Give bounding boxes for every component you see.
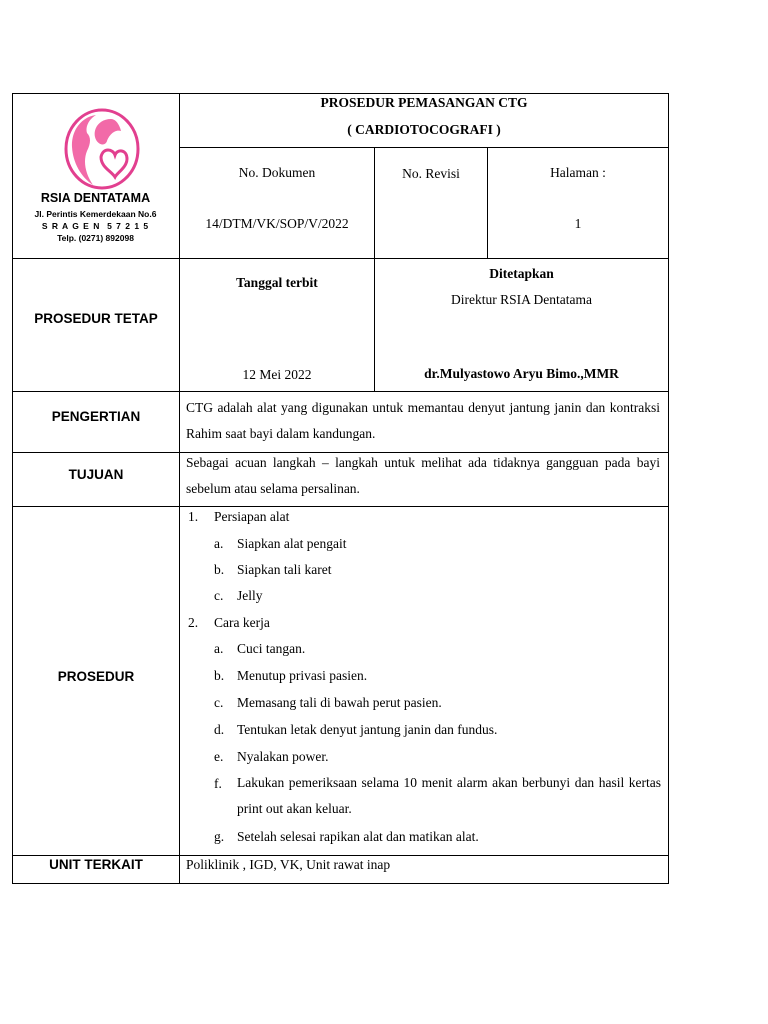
revision-label: No. Revisi (402, 166, 460, 181)
approved-by-title: Direktur RSIA Dentatama (451, 292, 592, 307)
document-title: PROSEDUR PEMASANGAN CTG (320, 95, 528, 110)
table-border-bottom (12, 883, 669, 884)
list-item: Memasang tali di bawah perut pasien. (237, 695, 442, 710)
list-item: Siapkan tali karet (237, 562, 332, 577)
definition-text: CTG adalah alat yang digunakan untuk memantau denyut jantung janin dan kontraksi Rahim saat bayi dalam kandungan. (186, 400, 660, 441)
table-border-right (668, 93, 669, 884)
issued-date-value: 12 Mei 2022 (242, 367, 312, 382)
document-subtitle: ( CARDIOTOCOGRAFI ) (347, 122, 501, 137)
list-item-letter: g. (214, 829, 225, 844)
grid-line-label-column (179, 93, 180, 884)
sop-document-table (12, 93, 669, 884)
section-title: Cara kerja (214, 615, 270, 630)
page-label: Halaman : (550, 165, 606, 180)
hospital-city: S R A G E N 5 7 2 1 5 (41, 221, 150, 231)
list-item-letter: b. (214, 668, 225, 683)
document-number-label: No. Dokumen (238, 165, 316, 180)
related-unit-text: Poliklinik , IGD, VK, Unit rawat inap (186, 857, 391, 872)
purpose-text: Sebagai acuan langkah – langkah untuk melihat ada tidaknya gangguan pada bayi sebelum atau selama persalinan. (186, 455, 660, 496)
list-item: Nyalakan power. (237, 749, 329, 764)
procedure-label: PROSEDUR (57, 669, 135, 684)
list-item: Tentukan letak denyut jantung janin dan fundus. (237, 722, 498, 737)
list-item-letter: a. (214, 536, 224, 551)
hospital-name: RSIA DENTATAMA (40, 191, 151, 205)
approved-by-name: dr.Mulyastowo Aryu Bimo.,MMR (424, 366, 619, 381)
list-item-letter: f. (214, 776, 222, 791)
list-item: Cuci tangan. (237, 641, 306, 656)
list-item: Menutup privasi pasien. (237, 668, 368, 683)
list-item-letter: b. (214, 562, 225, 577)
hospital-logo-icon (63, 107, 141, 191)
definition-label: PENGERTIAN (51, 409, 141, 424)
list-item: Siapkan alat pengait (237, 536, 347, 551)
purpose-label: TUJUAN (68, 467, 124, 482)
section-number: 2. (188, 615, 199, 630)
list-item: Jelly (237, 588, 263, 603)
related-unit-label: UNIT TERKAIT (49, 857, 143, 872)
grid-line-title-bottom (179, 147, 669, 148)
approved-label: Ditetapkan (489, 266, 554, 281)
hospital-address: Jl. Perintis Kemerdekaan No.6 (34, 209, 157, 219)
grid-line-header-bottom (12, 258, 669, 259)
issued-date-label: Tanggal terbit (236, 275, 318, 290)
fixed-procedure-label: PROSEDUR TETAP (34, 311, 158, 326)
list-item-letter: a. (214, 641, 224, 656)
list-item-letter: c. (214, 695, 224, 710)
grid-line-fixed-bottom (12, 391, 669, 392)
grid-line-purpose-bottom (12, 506, 669, 507)
document-number-value: 14/DTM/VK/SOP/V/2022 (205, 216, 349, 231)
list-item-letter: c. (214, 588, 224, 603)
list-item-letter: d. (214, 722, 225, 737)
list-item: Setelah selesai rapikan alat dan matikan alat. (237, 829, 479, 844)
page-value: 1 (574, 216, 582, 231)
section-title: Persiapan alat (214, 509, 290, 524)
list-item: Lakukan pemeriksaan selama 10 menit alarm akan berbunyi dan hasil kertas print out akan keluar. (237, 775, 661, 816)
section-number: 1. (188, 509, 199, 524)
list-item-letter: e. (214, 749, 224, 764)
hospital-phone: Telp. (0271) 892098 (57, 233, 134, 243)
